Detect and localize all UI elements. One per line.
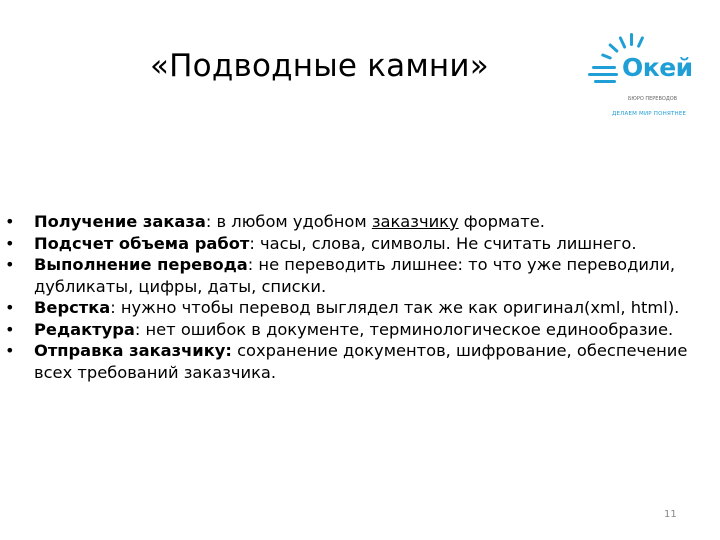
item-underlined-text: заказчику	[371, 212, 459, 231]
item-text: формате.	[458, 212, 545, 231]
list-item	[0, 297, 720, 319]
item-heading: Подсчет объема работ	[34, 233, 250, 253]
item-heading: Редактура	[34, 319, 135, 339]
item-text: : в любом удобном	[205, 212, 372, 231]
slide-title: «Подводные камни»	[150, 48, 489, 84]
bullet-icon: •	[5, 319, 15, 339]
list-item	[0, 340, 720, 383]
list-item	[0, 233, 720, 255]
item-heading: Получение заказа	[34, 212, 206, 231]
item-text: : не переводить лишнее: то что уже переводили, дубликаты, цифры, даты, списки.	[34, 255, 676, 296]
item-heading: Отправка заказчику:	[34, 341, 232, 360]
logo-subtitle: БЮРО ПЕРЕВОДОВ	[628, 96, 678, 102]
bullet-icon: •	[5, 233, 15, 253]
bullet-icon: •	[5, 212, 15, 231]
bullet-list	[0, 211, 720, 383]
logo-tagline: ДЕЛАЕМ МИР ПОНЯТНЕЕ	[612, 111, 687, 117]
list-item	[0, 211, 720, 233]
item-text: : часы, слова, символы. Не считать лишнего.	[249, 233, 637, 253]
item-heading: Выполнение перевода	[34, 255, 248, 274]
bullet-icon: •	[5, 341, 15, 360]
logo-name: Окей	[622, 53, 693, 82]
page-number: 11	[664, 509, 677, 520]
item-text: сохранение документов, шифрование, обеспечение всех требований заказчика.	[34, 341, 688, 382]
okey-logo	[588, 33, 698, 125]
list-item	[0, 254, 720, 297]
item-text: : нужно чтобы перевод выглядел так же как оригинал(xml, html).	[110, 298, 680, 317]
item-heading: Верстка	[34, 298, 111, 317]
item-text: : нет ошибок в документе, терминологическое единообразие.	[134, 319, 674, 339]
bullet-icon: •	[5, 298, 15, 317]
list-item	[0, 319, 720, 341]
bullet-icon: •	[5, 255, 15, 274]
